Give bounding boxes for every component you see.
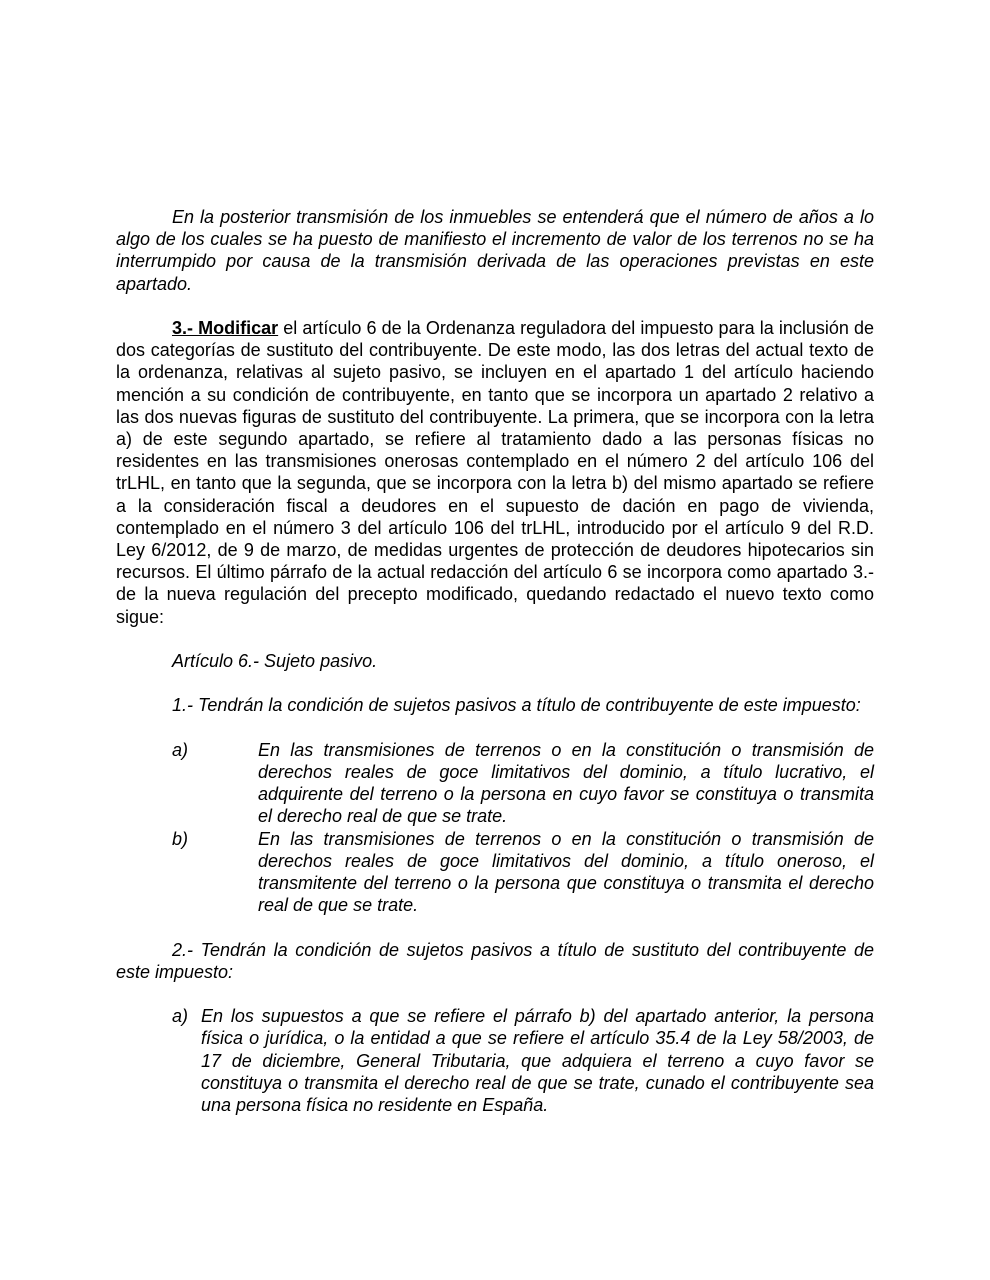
article-title: Artículo 6.- Sujeto pasivo. [172, 651, 378, 672]
list-item-label: b) [172, 828, 189, 849]
list-item-text: En las transmisiones de terrenos o en la constitución o transmisión de derechos reales de goce limitativos del dominio, a título oneroso, el transmitente del terreno o la persona que constituya o transmita el derecho real de que se trate. [258, 828, 874, 916]
paragraph-section-3 [116, 317, 874, 628]
apartado-2-list [172, 1005, 874, 1116]
section-3-heading: 3.- Modificar [172, 318, 279, 338]
list-item-label: a) [172, 739, 189, 760]
list-item-label: a) [172, 1006, 189, 1027]
list-item-text: En las transmisiones de terrenos o en la constitución o transmisión de derechos reales de goce limitativos del dominio, a título lucrativo, el adquirente del terreno o la persona en cuyo favor se constituya o transmita el derecho real de que se trate. [258, 739, 874, 827]
apartado-1-list [172, 739, 874, 917]
paragraph-transmision: En la posterior transmisión de los inmuebles se entenderá que el número de años a lo algo de los cuales se ha puesto de manifiesto el incremento de valor de los terrenos no se ha interrumpido por causa de la transmisión derivada de las operaciones previstas en este apartado. [116, 207, 874, 294]
list-item [172, 739, 874, 828]
apartado-2-intro: 2.- Tendrán la condición de sujetos pasivos a título de sustituto del contribuyente de este impuesto: [116, 939, 874, 982]
list-item [172, 828, 874, 917]
apartado-1-intro: 1.- Tendrán la condición de sujetos pasivos a título de contribuyente de este impuesto: [172, 695, 861, 716]
list-item-text: En los supuestos a que se refiere el párrafo b) del apartado anterior, la persona física o jurídica, o la entidad a que se refiere el artículo 35.4 de la Ley 58/2003, de 17 de diciembre, General Tributaria, que adquiera el terreno a cuyo favor se constituya o transmita el derecho real de que se trate, cunado el contribuyente sea una persona física no residente en España. [201, 1006, 874, 1116]
section-3-body: el artículo 6 de la Ordenanza reguladora del impuesto para la inclusión de dos categorías de sustituto del contribuyente. De este modo, las dos letras del actual texto de la ordenanza, relativas al sujeto pasivo, se incluyen en el apartado 1 del artículo haciendo mención a su condición de contribuyente, en tanto que se incorpora un apartado 2 relativo a las dos nuevas figuras de sustituto del contribuyente. La primera, que se incorpora con la letra a) de este segundo apartado, se refiere al tratamiento dado a las personas físicas no residentes en las transmisiones onerosas contemplado en el número 2 del artículo 106 del trLHL, en tanto que la segunda, que se incorpora con la letra b) del mismo apartado se refiere a la consideración fiscal a deudores en el supuesto de dación en pago de vivienda, contemplado en el número 3 del artículo 106 del trLHL, introducido por el artículo 9 del R.D. Ley 6/2012, de 9 de marzo, de medidas urgentes de protección de deudores hipotecarios sin recursos. El último párrafo de la actual redacción del artículo 6 se incorpora como apartado 3.- de la nueva regulación del precepto modificado, quedando redactado el nuevo texto como sigue: [116, 318, 875, 627]
list-item [172, 1005, 874, 1116]
document-body [116, 206, 874, 1116]
